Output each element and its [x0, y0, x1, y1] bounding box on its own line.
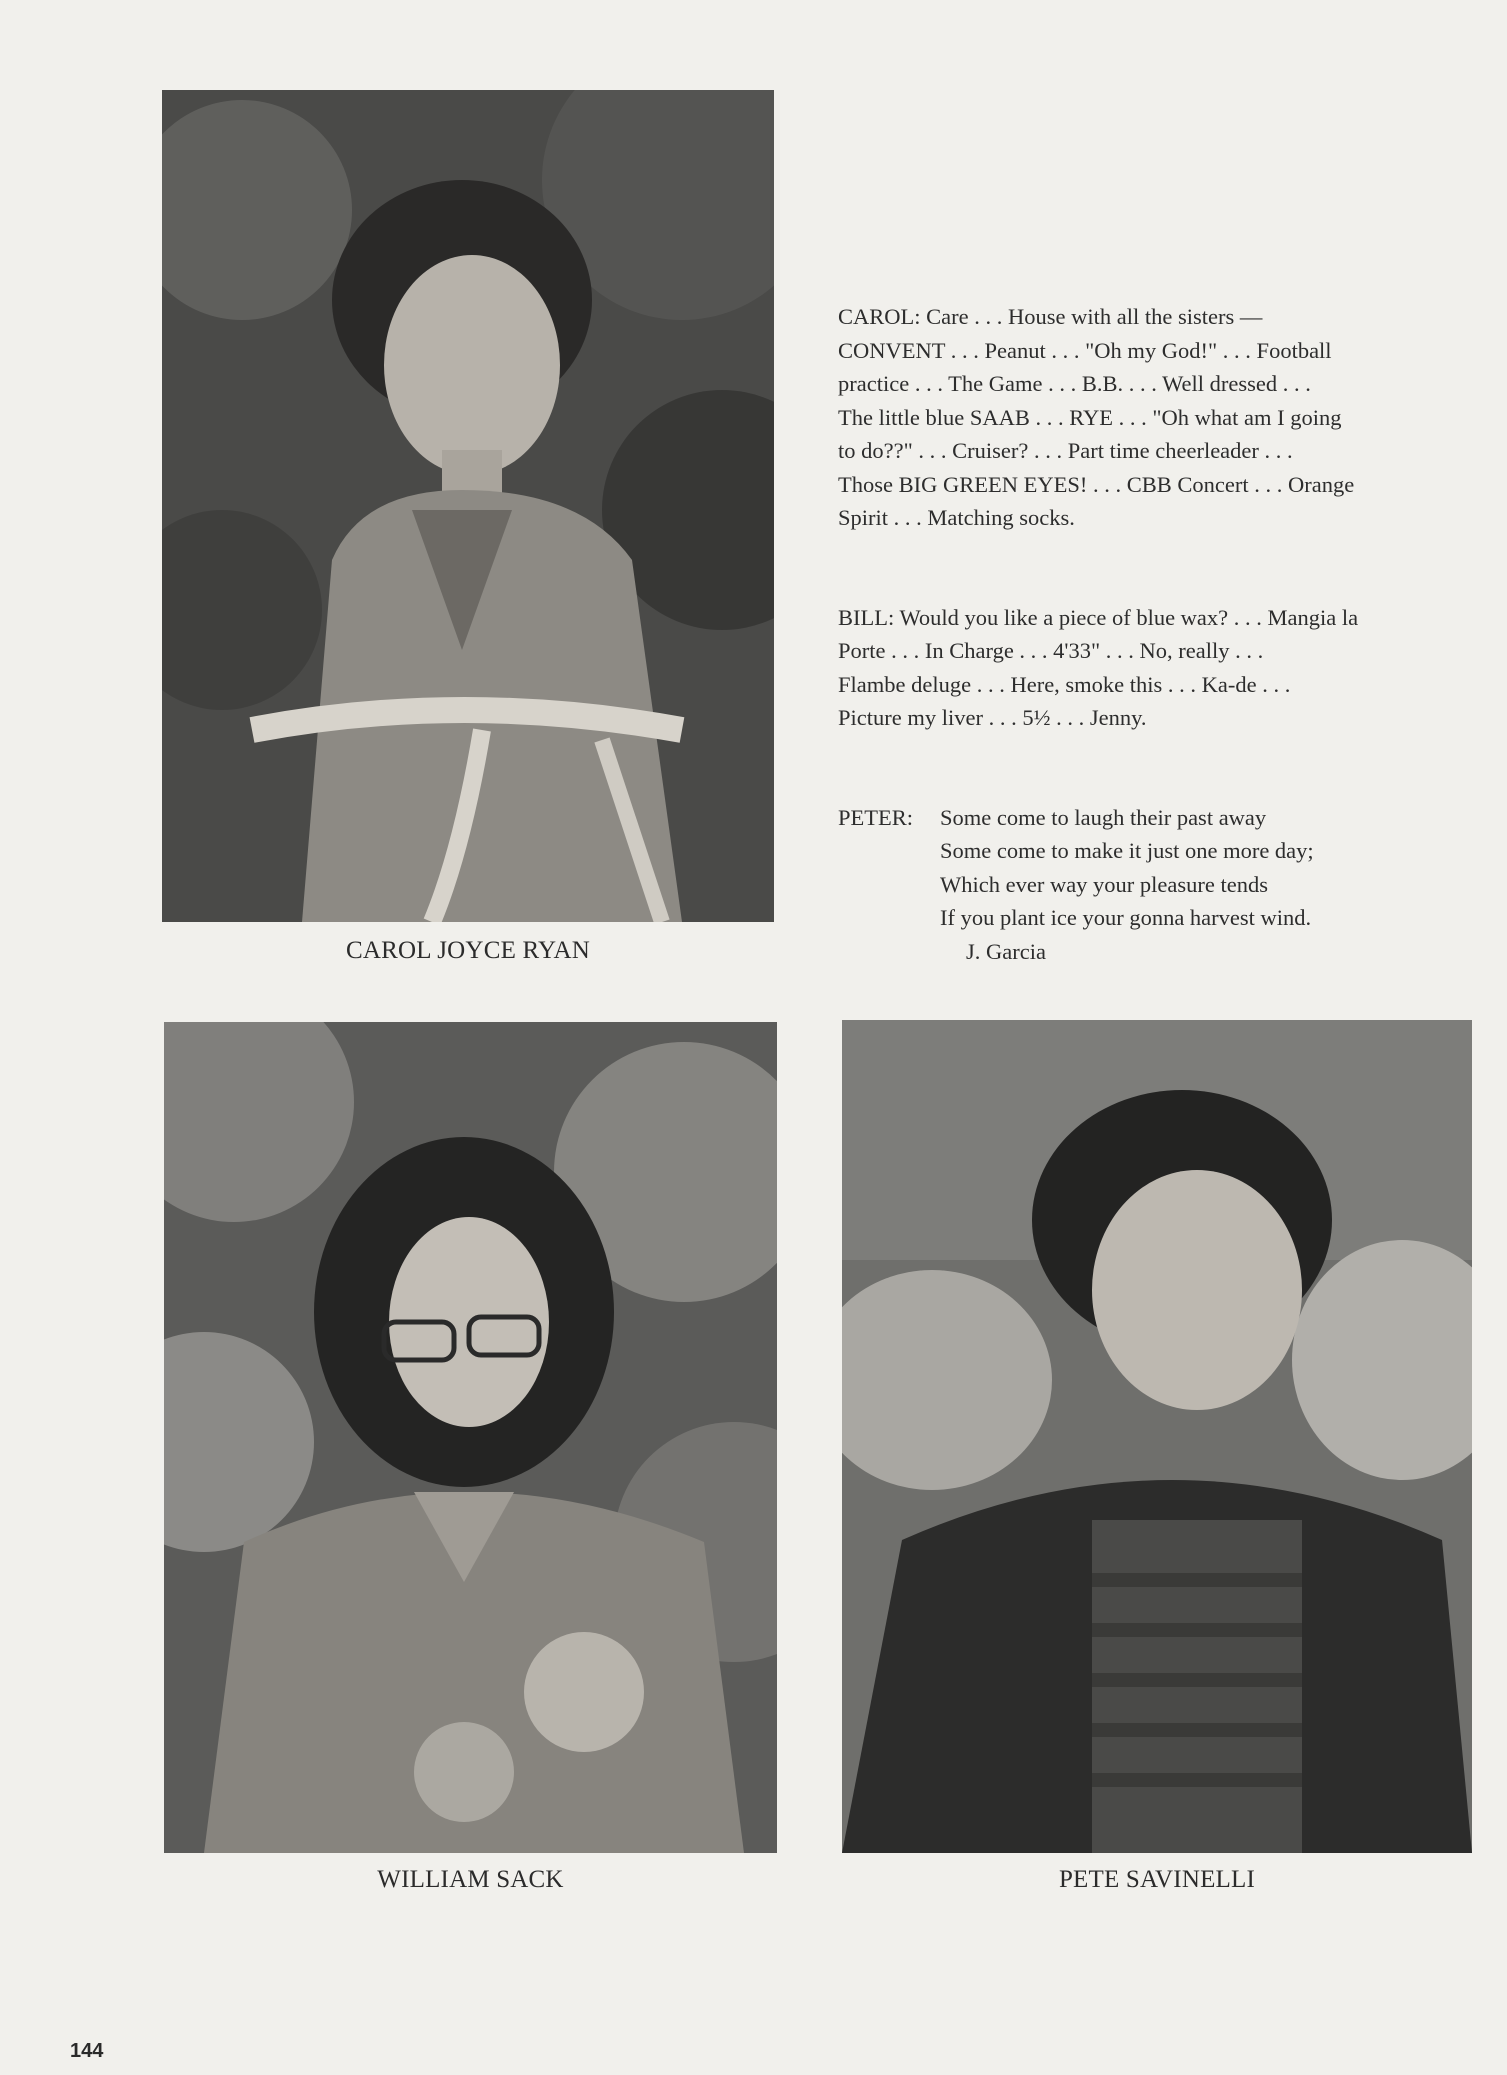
bio-line: CAROL: Care . . . House with all the sisters — — [838, 304, 1263, 329]
bio-line: Flambe deluge . . . Here, smoke this . . . Ka-de . . . — [838, 671, 1291, 697]
bio-text-column — [838, 300, 1468, 968]
page-number: 144 — [70, 2040, 104, 2062]
bio-line: to do??" . . . Cruiser? . . . Part time cheerleader . . . — [838, 438, 1293, 463]
bio-line: Those BIG GREEN EYES! . . . CBB Concert . . . Orange — [838, 471, 1355, 497]
bio-line: BILL: Would you like a piece of blue wax? . . . Mangia la — [838, 604, 1359, 630]
caption-pete-savinelli: PETE SAVINELLI — [1058, 1866, 1256, 1893]
bio-line: practice . . . The Game . . . B.B. . . . Well dressed . . . — [838, 371, 1311, 396]
photo-pete-savinelli — [842, 1020, 1472, 1853]
caption-william-sack: WILLIAM SACK — [377, 1866, 564, 1893]
poem-line: Some come to make it just one more day; — [940, 838, 1314, 863]
portrait-illustration-pete — [842, 1020, 1472, 1853]
bio-line: Porte . . . In Charge . . . 4'33" . . . No, really . . . — [838, 638, 1264, 663]
portrait-illustration-carol — [162, 90, 774, 922]
bio-peter-label: PETER: — [838, 804, 914, 830]
portrait-illustration-william — [164, 1022, 777, 1853]
bio-line: Picture my liver . . . 5½ . . . Jenny. — [838, 705, 1147, 730]
poem-line: Some come to laugh their past away — [940, 804, 1267, 830]
caption-carol-joyce-ryan: CAROL JOYCE RYAN — [346, 937, 590, 964]
photo-carol-joyce-ryan — [162, 90, 774, 922]
bio-bill — [838, 601, 1468, 735]
bio-peter — [838, 801, 1468, 969]
bio-carol — [838, 300, 1468, 535]
bio-line: CONVENT . . . Peanut . . . "Oh my God!" . . . Football — [838, 337, 1332, 363]
bio-line: Spirit . . . Matching socks. — [838, 505, 1075, 530]
bio-line: The little blue SAAB . . . RYE . . . "Oh what am I going — [838, 404, 1342, 430]
poem-credit: J. Garcia — [966, 938, 1046, 964]
photo-william-sack — [164, 1022, 777, 1853]
poem-line: Which ever way your pleasure tends — [940, 871, 1268, 897]
poem-line: If you plant ice your gonna harvest wind. — [940, 905, 1312, 930]
